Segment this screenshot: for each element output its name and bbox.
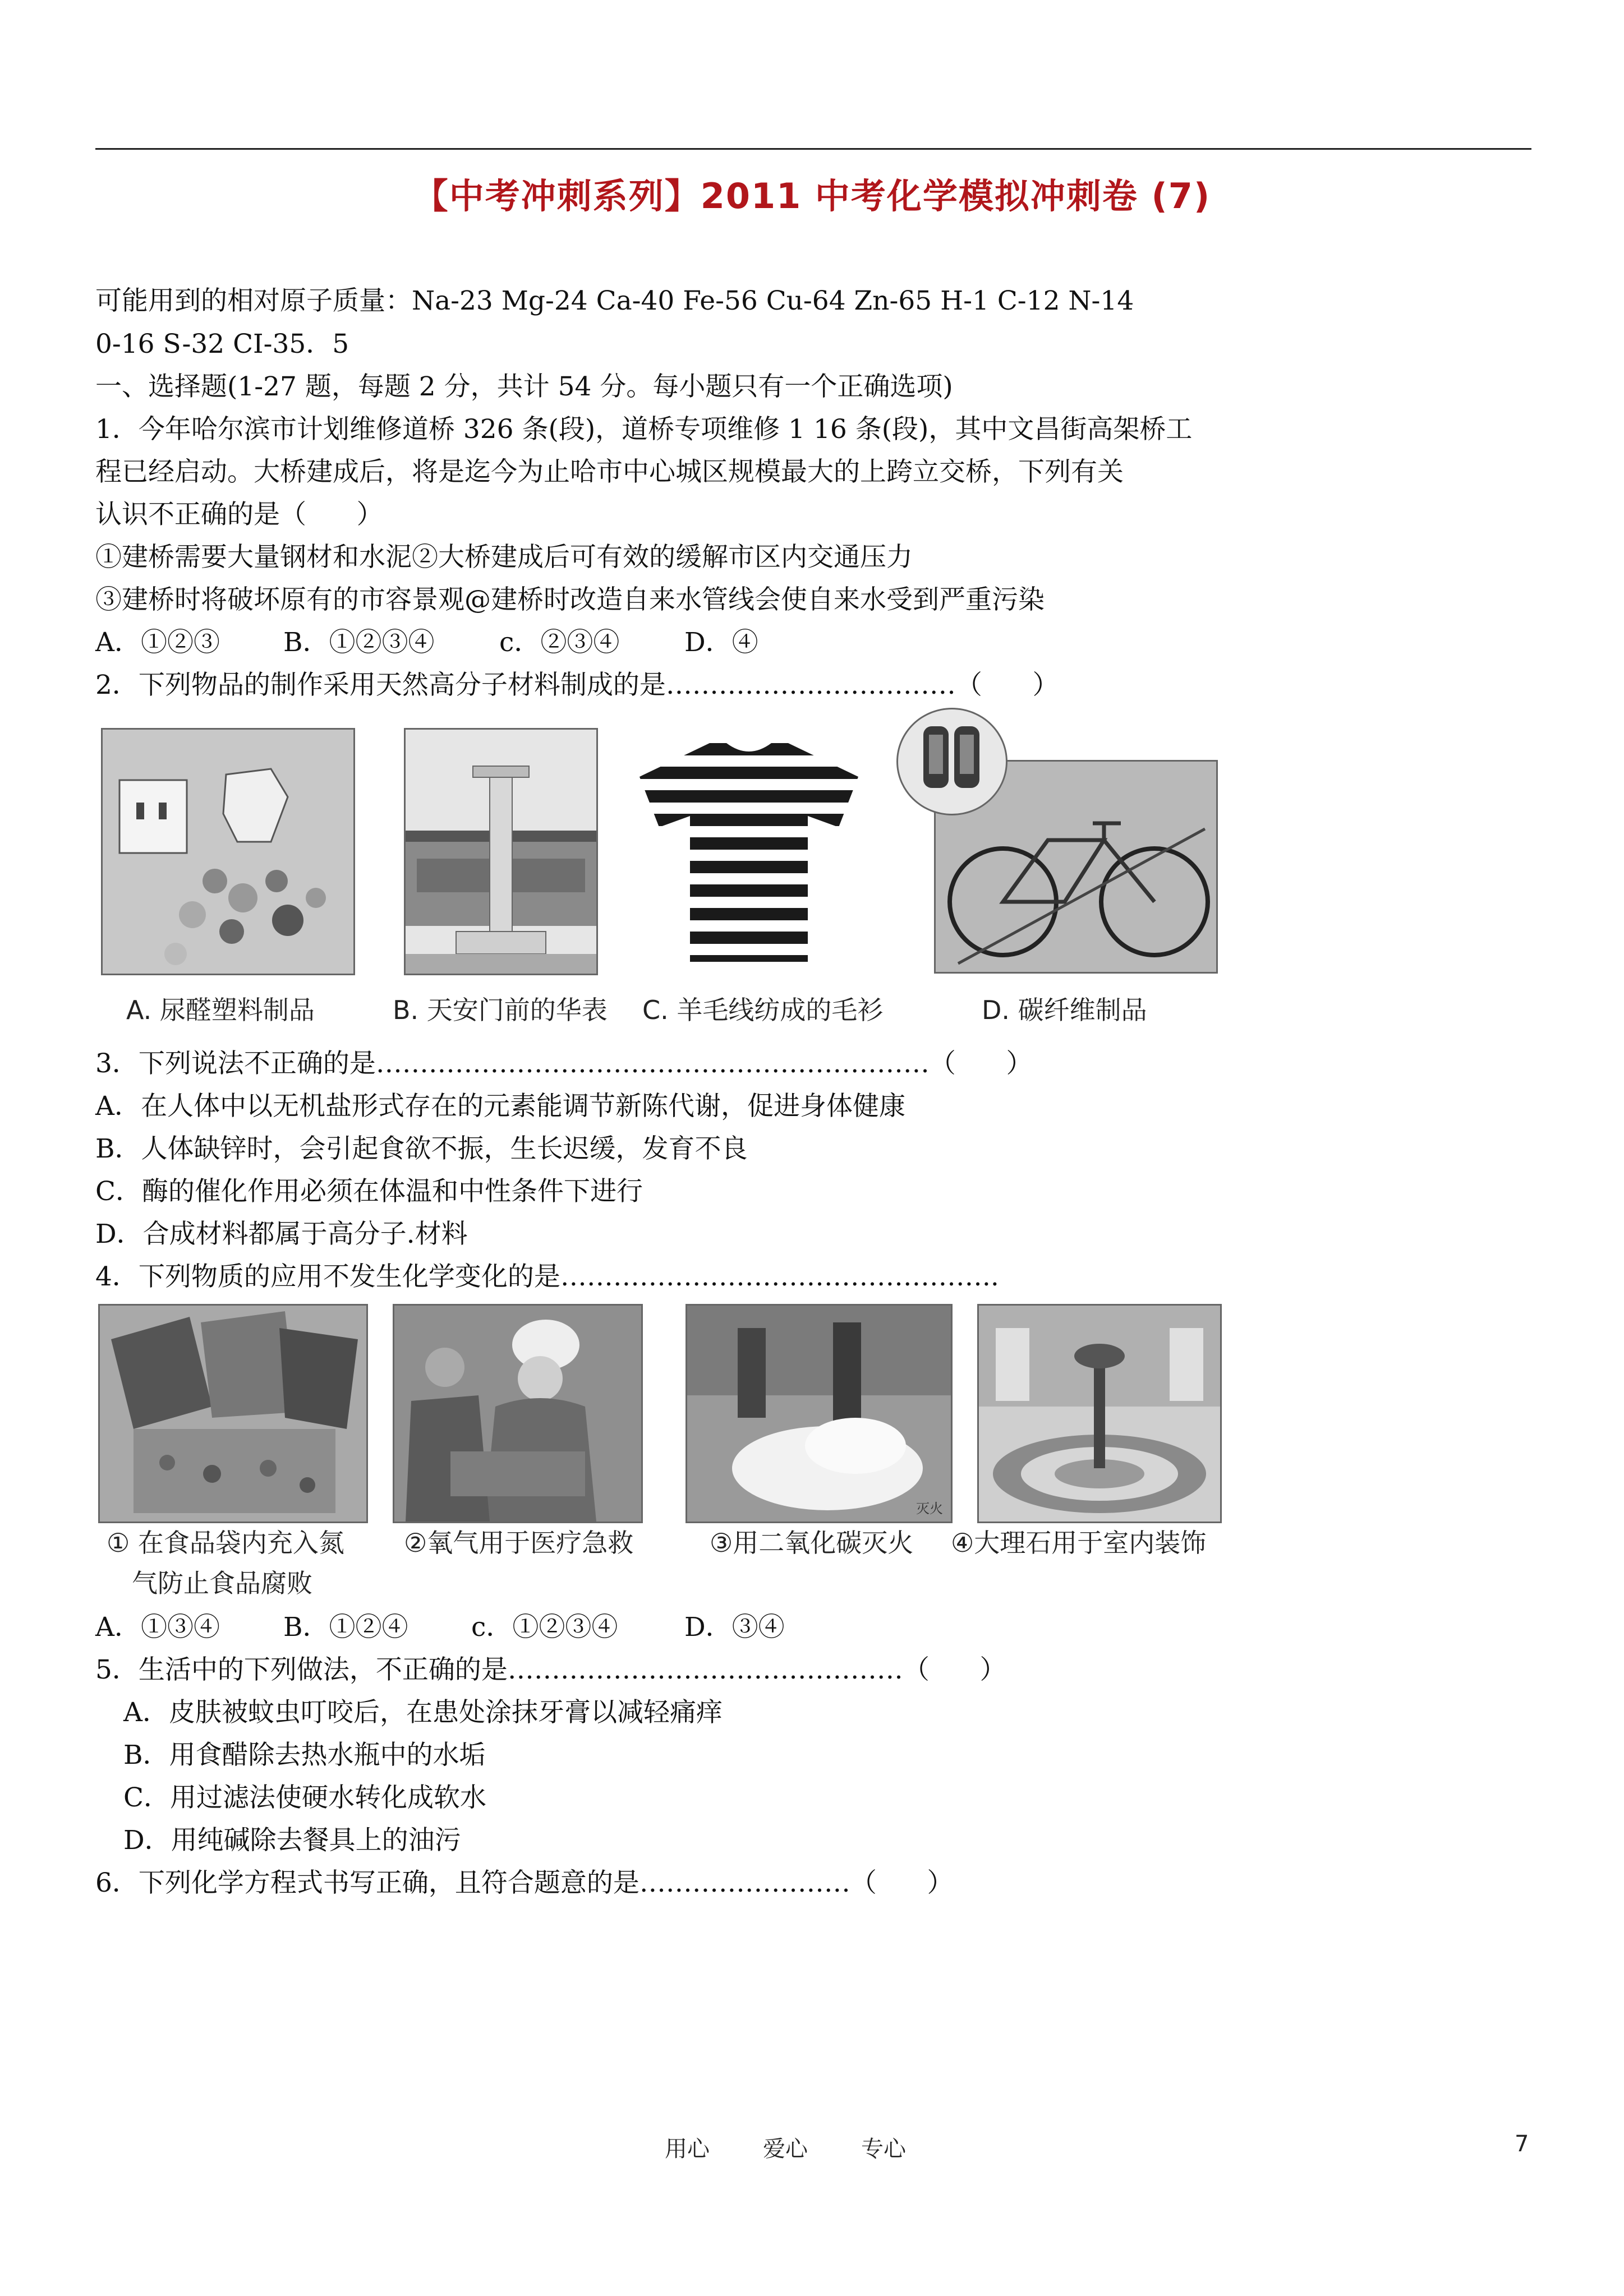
q2-photo-plastic-products <box>101 728 355 975</box>
q5-option-a: A．皮肤被蚊虫叮咬后，在患处涂抹牙膏以减轻痛痒 <box>123 1697 723 1728</box>
q2-photo-striped-sweater <box>637 732 861 967</box>
q4-option-c: c．①②③④ <box>471 1612 618 1643</box>
q4-option-b: B．①②④ <box>283 1612 408 1643</box>
atomic-mass-line-2: 0-16 S-32 CI-35．5 <box>95 329 349 359</box>
q4-stem: 4．下列物质的应用不发生化学变化的是………………………………………….. <box>95 1261 999 1292</box>
q4-caption-1-line-1: ① 在食品袋内充入氮 <box>107 1528 344 1558</box>
q4-option-a: A．①③④ <box>95 1612 220 1643</box>
q2-caption-c: C. 羊毛线纺成的毛衫 <box>642 995 884 1025</box>
q4-photo-oxygen-first-aid <box>393 1304 643 1523</box>
atomic-mass-line-1: 可能用到的相对原子质量：Na-23 Mg-24 Ca-40 Fe-56 Cu-64 Zn-65 H-1 C-12 N-14 <box>95 285 1134 316</box>
q1-option-b: B．①②③④ <box>283 627 435 658</box>
q3-option-d: D．合成材料都属于高分子.材料 <box>95 1219 468 1250</box>
page-number: 7 <box>1515 2131 1529 2157</box>
footer-motto-3: 专心 <box>861 2136 906 2162</box>
q1-stem-line-3: 认识不正确的是（ ） <box>95 499 383 530</box>
q4-photo-co2-fire-extinguish <box>686 1304 953 1523</box>
q2-photo-carbon-fiber-inset <box>896 708 1007 815</box>
q5-option-c: C．用过滤法使硬水转化成软水 <box>123 1782 486 1813</box>
q2-caption-a: A. 尿醛塑料制品 <box>126 995 315 1025</box>
q4-photo-3-label: 灭火 <box>916 1501 943 1516</box>
q2-caption-d: D. 碳纤维制品 <box>982 995 1147 1025</box>
q4-caption-4: ④大理石用于室内装饰 <box>951 1528 1207 1558</box>
page-title: 【中考冲刺系列】2011 中考化学模拟冲刺卷 (7) <box>413 176 1211 216</box>
q2-caption-b: B. 天安门前的华表 <box>393 995 608 1025</box>
q4-caption-1-line-2: 气防止食品腐败 <box>132 1568 312 1598</box>
q4-photo-food-bags <box>98 1304 368 1523</box>
q2-stem: 2．下列物品的制作采用天然高分子材料制成的是……………………………（ ） <box>95 670 1059 700</box>
q1-option-c: c．②③④ <box>499 627 620 658</box>
footer-motto-1: 用心 <box>665 2136 710 2162</box>
q6-stem: 6．下列化学方程式书写正确，且符合题意的是……………………（ ） <box>95 1868 954 1898</box>
q3-stem: 3．下列说法不正确的是………………………………………………………（ ） <box>95 1048 1033 1079</box>
q3-option-a: A．在人体中以无机盐形式存在的元素能调节新陈代谢，促进身体健康 <box>95 1091 905 1122</box>
header-rule <box>95 148 1531 150</box>
q4-photo-marble-decoration <box>977 1304 1222 1523</box>
q4-option-d: D．③④ <box>684 1612 785 1643</box>
q1-statement-2: ③建桥时将破坏原有的市容景观@建桥时改造自来水管线会使自来水受到严重污染 <box>95 584 1045 615</box>
q3-option-c: C．酶的催化作用必须在体温和中性条件下进行 <box>95 1176 643 1207</box>
q1-option-a: A．①②③ <box>95 627 220 658</box>
q2-photo-huabiao <box>404 728 598 975</box>
q4-caption-2: ②氧气用于医疗急救 <box>404 1528 634 1558</box>
q5-stem: 5．生活中的下列做法，不正确的是………………………………………（ ） <box>95 1654 1006 1685</box>
q1-stem-line-2: 程已经启动。大桥建成后，将是迄今为止哈市中心城区规模最大的上跨立交桥，下列有关 <box>95 457 1124 487</box>
q5-option-b: B．用食醋除去热水瓶中的水垢 <box>123 1740 486 1771</box>
q1-option-d: D．④ <box>684 627 758 658</box>
section-heading: 一、选择题(1-27 题，每题 2 分，共计 54 分。每小题只有一个正确选项) <box>95 371 953 402</box>
q1-statement-1: ①建桥需要大量钢材和水泥②大桥建成后可有效的缓解市区内交通压力 <box>95 542 913 573</box>
q1-stem-line-1: 1．今年哈尔滨市计划维修道桥 326 条(段)，道桥专项维修 1 16 条(段)，其中文昌街高架桥工 <box>95 414 1193 445</box>
q3-option-b: B．人体缺锌时，会引起食欲不振，生长迟缓，发育不良 <box>95 1133 748 1164</box>
footer-motto-2: 爱心 <box>763 2136 808 2162</box>
q4-caption-3: ③用二氧化碳灭火 <box>710 1528 914 1558</box>
q5-option-d: D．用纯碱除去餐具上的油污 <box>123 1825 461 1856</box>
